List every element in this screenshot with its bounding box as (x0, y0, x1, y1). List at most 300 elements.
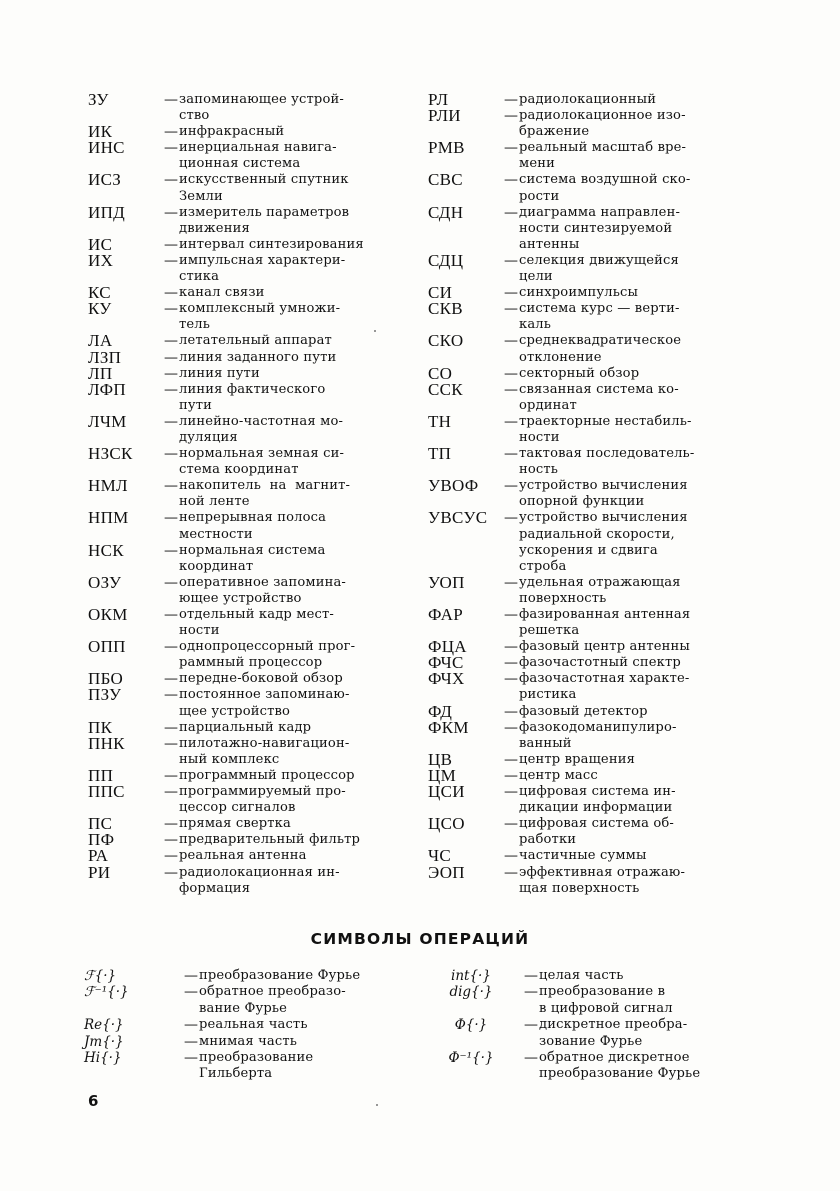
definition-line: поверхность (519, 590, 607, 606)
em-dash: — (504, 285, 518, 302)
definition-line: преобразование Фурье (539, 1066, 701, 1082)
abbreviation: ОЗУ (88, 572, 122, 592)
abbreviation-entry (88, 172, 418, 204)
abbreviation-entry (88, 816, 418, 832)
abbreviation-entry (428, 333, 728, 365)
definition (179, 720, 311, 736)
abbreviation: ЛФП (88, 379, 126, 399)
definition (179, 768, 355, 784)
em-dash: — (164, 172, 178, 189)
definition-line: оперативное запомина- (179, 574, 346, 590)
abbreviation-entry (88, 572, 418, 607)
abbreviation: ИПД (88, 202, 126, 222)
em-dash: — (504, 767, 518, 784)
abbreviation-entry (428, 848, 728, 864)
definition-line: система воздушной ско- (519, 172, 691, 188)
definition (519, 301, 680, 333)
em-dash: — (164, 349, 178, 366)
em-dash: — (184, 1050, 198, 1067)
definition (179, 253, 345, 285)
definition (519, 575, 681, 607)
definition-line: мени (519, 156, 555, 172)
definition (179, 736, 349, 768)
definition-line: Земли (179, 188, 223, 204)
abbreviation-entry (88, 92, 418, 124)
em-dash: — (164, 671, 178, 688)
definition-line: ющее устройство (179, 590, 302, 606)
abbreviation-entry (88, 733, 418, 768)
em-dash: — (164, 542, 178, 559)
operation-symbol: Φ⁻¹{·} (448, 1050, 494, 1067)
abbreviation-entry (428, 765, 728, 785)
em-dash: — (504, 816, 518, 833)
definition-line: строба (519, 558, 567, 574)
definition-line: работки (519, 832, 577, 848)
definition (519, 752, 635, 768)
em-dash: — (164, 413, 178, 430)
abbreviation: УВСУС (428, 508, 488, 528)
definition-line: траекторные нестабиль- (519, 413, 692, 429)
operation-symbol: Jm{·} (84, 1033, 124, 1050)
definition-line: щее устройство (179, 703, 291, 719)
abbreviation: ПЗУ (88, 685, 122, 705)
definition-line: центр вращения (519, 751, 635, 767)
em-dash: — (164, 478, 178, 495)
em-dash: — (504, 864, 518, 881)
definition-line: устройство вычисления (519, 510, 688, 526)
definition-line: преобразование Фурье (199, 968, 361, 983)
definition (179, 639, 355, 671)
abbreviation-entry (428, 784, 728, 816)
definition-line: пилотажно-навигацион- (179, 735, 350, 751)
em-dash: — (164, 687, 178, 704)
em-dash: — (184, 968, 198, 984)
definition-line: тель (179, 317, 211, 333)
abbreviation-entry (428, 749, 728, 769)
definition-line: искусственный спутник (179, 172, 349, 188)
definition (519, 720, 677, 752)
abbreviation-entry (428, 671, 728, 703)
em-dash: — (504, 108, 518, 125)
abbreviation-entry (428, 92, 728, 108)
definition-line: отклонение (519, 349, 602, 365)
abbreviation-entry (428, 285, 728, 301)
definition-line: предварительный фильтр (179, 832, 361, 848)
definition-line: устройство вычисления (519, 478, 688, 494)
operation-symbol: ℱ⁻¹{·} (84, 984, 129, 1001)
definition-line: парциальный кадр (179, 719, 312, 735)
definition-line: радиолокационное изо- (519, 108, 686, 124)
em-dash: — (164, 832, 178, 849)
definition-line: запоминающее устрой- (179, 92, 344, 107)
abbreviation: ПФ (88, 830, 115, 850)
definition (519, 865, 685, 897)
abbreviation-entry (428, 172, 728, 204)
definition (199, 1017, 308, 1033)
em-dash: — (504, 140, 518, 157)
abbreviation: ИСЗ (88, 170, 122, 190)
abbreviation-entry (88, 285, 418, 301)
abbreviation-entry (428, 108, 728, 140)
em-dash: — (164, 574, 178, 591)
em-dash: — (504, 510, 518, 527)
operation-entry (418, 968, 728, 984)
definition-line: фазочастотная характе- (519, 671, 690, 687)
definition (179, 575, 346, 607)
abbreviation-entry (88, 540, 418, 575)
em-dash: — (504, 784, 518, 801)
abbreviation: НПМ (88, 508, 129, 528)
abbreviation: ИК (88, 122, 113, 142)
abbreviation: ПК (88, 717, 113, 737)
definition-line: передне-боковой обзор (179, 671, 343, 687)
definition-line: отдельный кадр мест- (179, 607, 334, 622)
operation-entry (84, 1017, 414, 1033)
abbreviation-entry (88, 784, 418, 816)
abbreviation-entry (428, 301, 728, 333)
em-dash: — (164, 848, 178, 865)
definition-line: импульсная характери- (179, 252, 346, 268)
abbreviation: ЛА (88, 331, 113, 351)
abbreviation-entry (88, 765, 418, 785)
abbreviation: ИНС (88, 138, 125, 158)
em-dash: — (164, 124, 178, 141)
abbreviation-entry (428, 862, 728, 897)
definition (519, 366, 639, 382)
definition (519, 848, 647, 864)
definition-line: частичные суммы (519, 848, 647, 864)
definition-line: ускорения и сдвига (519, 542, 658, 558)
definition-line: прямая свертка (179, 816, 291, 832)
em-dash: — (164, 446, 178, 463)
definition-line: радиолокационный (519, 92, 657, 107)
abbreviation-entry (88, 510, 418, 542)
definition-line: опорной функции (519, 494, 645, 510)
em-dash: — (184, 984, 198, 1001)
em-dash: — (504, 413, 518, 430)
abbreviation: ИС (88, 234, 113, 254)
abbreviation: РА (88, 846, 109, 866)
definition-line: решетка (519, 623, 580, 639)
abbreviation: ППС (88, 782, 125, 802)
abbreviation: РЛ (428, 90, 449, 109)
abbreviation-entry (88, 639, 418, 671)
definition (179, 848, 307, 864)
em-dash: — (524, 1050, 538, 1067)
abbreviation-entry (428, 140, 728, 172)
definition-line: среднеквадратическое (519, 333, 682, 349)
em-dash: — (504, 655, 518, 672)
em-dash: — (504, 848, 518, 865)
operations-right-column (418, 968, 728, 1083)
em-dash: — (164, 735, 178, 752)
definition (519, 704, 648, 720)
definition (179, 671, 343, 687)
definition-line: ристика (519, 687, 577, 703)
operation-symbol: int{·} (451, 968, 491, 984)
definition-line: постоянное запоминаю- (179, 687, 350, 703)
abbreviation: ОПП (88, 637, 126, 657)
definition (179, 414, 343, 446)
abbreviation: СО (428, 363, 453, 383)
definition (519, 510, 688, 574)
definition (179, 366, 260, 382)
definition-line: фазированная антенная (519, 607, 691, 622)
abbreviation-entry (428, 411, 728, 446)
em-dash: — (164, 236, 178, 253)
abbreviation-entry (428, 250, 728, 285)
em-dash: — (164, 816, 178, 833)
definition (539, 984, 673, 1017)
definition-line: щая поверхность (519, 880, 640, 896)
abbreviation: ЛЧМ (88, 411, 127, 431)
definition (519, 478, 688, 510)
abbreviation-entry (428, 478, 728, 510)
abbreviation-entry (88, 301, 418, 333)
definition-line: ности синтезируемой (519, 220, 673, 236)
definition (179, 172, 349, 204)
em-dash: — (164, 381, 178, 398)
abbreviation: ЛП (88, 363, 113, 383)
operation-symbol: Re{·} (84, 1017, 124, 1034)
abbreviation: ПС (88, 814, 113, 834)
definition (179, 816, 291, 832)
definition (519, 655, 681, 671)
definition-line: связанная система ко- (519, 381, 679, 397)
abbreviation-entry (428, 655, 728, 671)
abbreviation-entry (88, 607, 418, 639)
operation-symbol: ℱ{·} (84, 968, 117, 984)
definition-line: радиолокационная ин- (179, 864, 340, 880)
abbreviation-entry (88, 862, 418, 897)
abbreviations-left-column (88, 92, 418, 897)
definition-line: накопитель на магнит- (179, 478, 351, 494)
definition-line: канал связи (179, 285, 265, 301)
abbreviation: ТП (428, 444, 452, 464)
definition-line: ной ленте (179, 494, 250, 510)
abbreviation: ПБО (88, 669, 124, 689)
definition-line: непрерывная полоса (179, 510, 327, 526)
definition-line: линейно-частотная мо- (179, 413, 344, 429)
definition-line: программируемый про- (179, 784, 346, 800)
operation-symbol: dig{·} (449, 984, 493, 1001)
definition (519, 285, 638, 301)
abbreviation: ЦМ (428, 765, 456, 785)
definition (179, 382, 325, 414)
em-dash: — (164, 767, 178, 784)
definition-line: диаграмма направлен- (519, 204, 681, 220)
definition-line: движения (179, 220, 250, 236)
em-dash: — (164, 140, 178, 157)
definition (199, 1050, 313, 1083)
definition-line: ство (179, 108, 210, 124)
definition (179, 205, 349, 237)
definition-line: центр масс (519, 767, 598, 783)
abbreviation: ПП (88, 765, 114, 785)
definition-line: пути (179, 397, 213, 413)
definition (179, 92, 344, 124)
abbreviation: ПНК (88, 733, 125, 753)
definition-line: инерциальная навига- (179, 140, 337, 156)
definition-line: преобразование в (539, 984, 666, 1000)
abbreviation-entry (88, 478, 418, 510)
em-dash: — (504, 333, 518, 350)
definition-line: ность (519, 462, 559, 478)
em-dash: — (524, 984, 538, 1001)
abbreviation: ОКМ (88, 605, 128, 624)
definition-line: ности (519, 429, 560, 445)
definition-line: антенны (519, 236, 580, 252)
definition (519, 816, 674, 848)
definition-line: обратное преобразо- (199, 984, 346, 1000)
abbreviation-entry (428, 816, 728, 848)
definition (519, 140, 686, 172)
em-dash: — (164, 204, 178, 221)
abbreviation: СКО (428, 331, 464, 351)
definition-line: цифровая система об- (519, 816, 674, 832)
definition-line: фазовый центр антенны (519, 639, 690, 655)
definition (519, 205, 680, 253)
abbreviation: ФЧХ (428, 669, 465, 689)
definition (179, 510, 326, 542)
em-dash: — (164, 607, 178, 623)
abbreviations-right-column (428, 92, 728, 897)
abbreviation: ЗУ (88, 90, 109, 109)
abbreviation: УВОФ (428, 476, 479, 496)
definition (199, 1034, 297, 1050)
abbreviation-entry (428, 446, 728, 478)
abbreviation-entry (88, 347, 418, 367)
abbreviation-entry (428, 607, 728, 639)
definition-line: цели (519, 269, 553, 285)
definition-line: мнимая часть (199, 1033, 298, 1049)
definition-line: реальная антенна (179, 848, 307, 864)
definition (539, 1017, 687, 1050)
abbreviation: ФЦА (428, 637, 467, 657)
definition-line: в цифровой сигнал (539, 1000, 673, 1016)
abbreviation: ЦВ (428, 749, 453, 769)
em-dash: — (524, 1017, 538, 1034)
abbreviation: РИ (88, 862, 111, 882)
definition-line: линия пути (179, 365, 260, 381)
abbreviation: ТН (428, 411, 452, 431)
definition-line: линия заданного пути (179, 349, 337, 365)
em-dash: — (184, 1017, 198, 1034)
print-speck (376, 1104, 378, 1106)
operation-entry (418, 1050, 728, 1083)
definition (179, 301, 340, 333)
definition-line: интервал синтезирования (179, 236, 364, 252)
abbreviation-entry (428, 363, 728, 383)
operation-symbol: Hi{·} (84, 1050, 122, 1067)
em-dash: — (504, 365, 518, 382)
definition (179, 478, 350, 510)
definition (179, 832, 360, 848)
definition-line: ординат (519, 397, 577, 413)
definition (519, 446, 694, 478)
definition (179, 687, 350, 719)
definition-line: целая часть (539, 968, 624, 983)
definition (519, 414, 692, 446)
definition-line: нормальная земная си- (179, 446, 345, 462)
definition-line: реальный масштаб вре- (519, 140, 687, 156)
definition (539, 968, 624, 984)
operation-entry (418, 984, 728, 1017)
operation-entry (84, 968, 414, 984)
em-dash: — (504, 204, 518, 221)
operation-entry (84, 984, 414, 1017)
abbreviation-entry (428, 510, 728, 574)
definition (199, 968, 360, 984)
definition-line: каль (519, 317, 552, 333)
em-dash: — (504, 172, 518, 189)
definition-line: раммный процессор (179, 655, 323, 671)
em-dash: — (504, 252, 518, 269)
definition (519, 108, 686, 140)
em-dash: — (504, 301, 518, 318)
abbreviation-entry (88, 671, 418, 687)
abbreviation: СДЦ (428, 250, 464, 270)
abbreviation: НСК (88, 540, 124, 560)
em-dash: — (164, 92, 178, 108)
definition-line: тактовая последователь- (519, 446, 695, 462)
abbreviation-entry (88, 687, 418, 719)
definition-line: секторный обзор (519, 365, 640, 381)
definition (519, 253, 679, 285)
abbreviation-entry (88, 717, 418, 737)
abbreviation-entry (428, 379, 728, 414)
definition-line: реальная часть (199, 1017, 308, 1033)
definition (519, 671, 689, 703)
definition-line: рости (519, 188, 560, 204)
definition (179, 124, 284, 140)
abbreviation-entry (88, 124, 418, 140)
em-dash: — (504, 478, 518, 495)
abbreviation-entry (88, 848, 418, 864)
em-dash: — (164, 333, 178, 350)
definition-line: селекция движущейся (519, 252, 679, 268)
definition-line: измеритель параметров (179, 204, 350, 220)
definition (179, 350, 336, 366)
definition (179, 333, 332, 349)
operation-entry (418, 1017, 728, 1050)
em-dash: — (164, 639, 178, 656)
definition-line: фазокодоманипулиро- (519, 719, 677, 735)
abbreviation: ФАР (428, 605, 463, 624)
definition (179, 607, 334, 639)
em-dash: — (504, 639, 518, 656)
em-dash: — (504, 607, 518, 623)
abbreviation-entry (88, 234, 418, 254)
definition (519, 784, 676, 816)
em-dash: — (164, 285, 178, 302)
abbreviation-entry (428, 701, 728, 721)
abbreviation-entry (88, 446, 418, 478)
abbreviation: ФД (428, 701, 453, 721)
abbreviation: ЦСИ (428, 782, 465, 802)
abbreviation-entry (88, 363, 418, 383)
definition (179, 140, 337, 172)
abbreviation: НМЛ (88, 476, 128, 496)
definition-line: местности (179, 526, 253, 542)
em-dash: — (164, 719, 178, 736)
operation-entry (84, 1034, 414, 1050)
abbreviation: СДН (428, 202, 464, 222)
em-dash: — (504, 703, 518, 720)
definition-line: дуляция (179, 429, 238, 445)
abbreviation: ССК (428, 379, 463, 399)
definition-line: удельная отражающая (519, 574, 681, 590)
